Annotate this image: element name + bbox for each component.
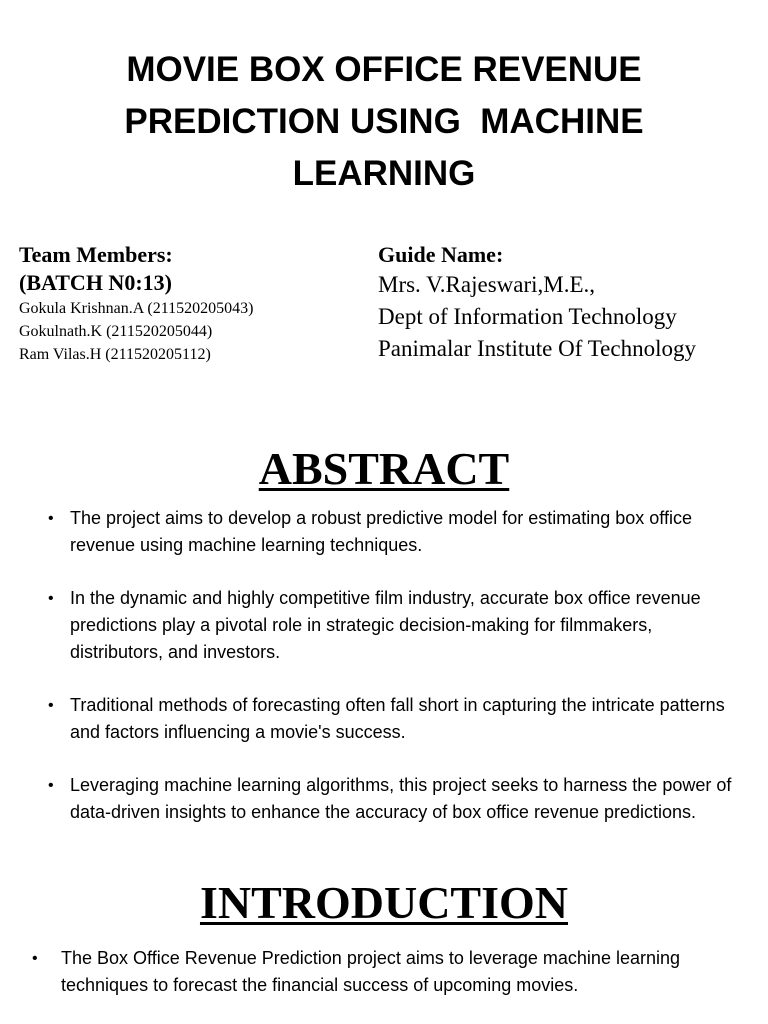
abstract-list	[48, 505, 750, 826]
batch-number: (BATCH N0:13)	[19, 270, 172, 295]
introduction-text: The Box Office Revenue Prediction project aims to leverage machine learning techniques to forecast the financial success of upcoming movies.	[61, 948, 680, 995]
guide-name: Mrs. V.Rajeswari,M.E.,	[378, 272, 596, 297]
abstract-text: Leveraging machine learning algorithms, this project seeks to harness the power of data-driven insights to enhance the accuracy of box office revenue predictions.	[70, 775, 732, 822]
title-line-2: PREDICTION USING MACHINE	[124, 102, 644, 141]
guide-department: Dept of Information Technology	[378, 304, 677, 329]
guide-block	[378, 241, 758, 365]
title-line-3: LEARNING	[292, 154, 476, 193]
guide-name-heading: Guide Name:	[378, 242, 504, 267]
list-item	[48, 585, 750, 666]
abstract-text: In the dynamic and highly competitive film industry, accurate box office revenue predictions play a pivotal role in strategic decision-making for filmmakers, distributors, and investors.	[70, 588, 701, 662]
bullet-icon: •	[48, 590, 54, 607]
list-item	[48, 505, 750, 559]
abstract-text: The project aims to develop a robust predictive model for estimating box office revenue using machine learning techniques.	[70, 508, 692, 555]
team-member: Gokula Krishnan.A (211520205043)	[19, 300, 254, 317]
bullet-icon: •	[48, 777, 54, 794]
list-item	[48, 692, 750, 746]
team-member: Gokulnath.K (211520205044)	[19, 323, 213, 340]
bullet-icon: •	[48, 510, 54, 527]
abstract-heading: ABSTRACT	[258, 443, 510, 494]
title-line-1: MOVIE BOX OFFICE REVENUE	[126, 50, 642, 89]
list-item	[48, 772, 750, 826]
team-members-heading: Team Members:	[19, 242, 173, 267]
guide-institute: Panimalar Institute Of Technology	[378, 336, 696, 361]
abstract-text: Traditional methods of forecasting often fall short in capturing the intricate patterns and factors influencing a movie's success.	[70, 695, 725, 742]
team-members-block	[19, 241, 359, 366]
bullet-icon: •	[32, 950, 38, 967]
list-item	[32, 945, 751, 999]
document-title	[60, 44, 708, 200]
bullet-icon: •	[48, 697, 54, 714]
introduction-list	[32, 945, 751, 999]
team-member: Ram Vilas.H (211520205112)	[19, 346, 211, 363]
introduction-heading: INTRODUCTION	[199, 877, 569, 928]
